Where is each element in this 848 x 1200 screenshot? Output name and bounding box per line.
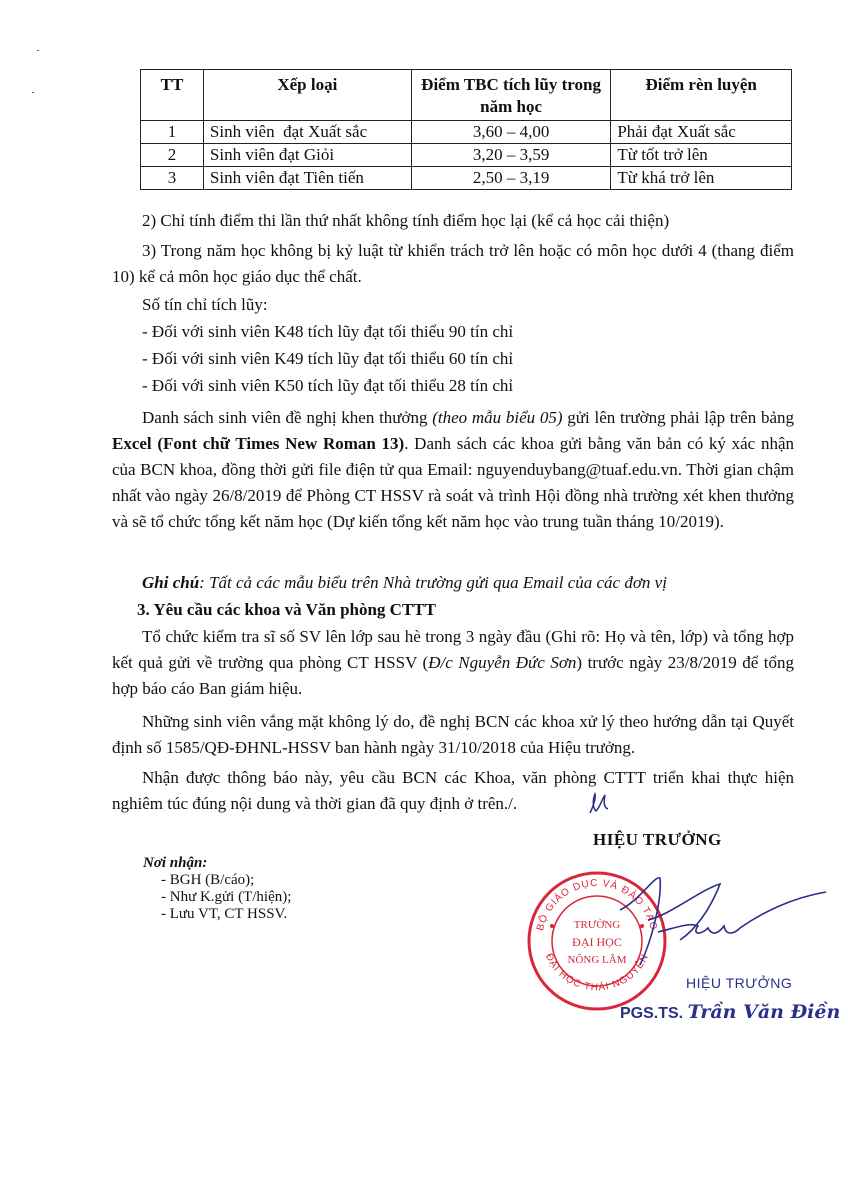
cell-rank: Sinh viên đạt Xuất sắc xyxy=(203,121,411,144)
award-text-e: . Danh sách các khoa gửi bằng văn bản có ký xác nhận của BCN khoa, đồng thời gửi file điện tử qua Email: nguyenduybang@tuaf.edu.vn. Thời gian chậm nhất vào ngày 26/8/2019 để Phòng CT HSSV rà soát và trình Hội đồng nhà trường xét khen thưởng và sẽ tổ chức tổng kết năm học (Dự kiến tổng kết năm học vào trung tuần tháng 10/2019). xyxy=(112,434,794,531)
credit-k49: - Đối với sinh viên K49 tích lũy đạt tối thiểu 60 tín chỉ xyxy=(142,349,514,368)
cell-tt: 1 xyxy=(141,121,204,144)
cell-rank: Sinh viên đạt Tiên tiến xyxy=(203,167,411,190)
paragraph-award-list xyxy=(112,405,794,535)
handwritten-signature xyxy=(600,870,830,980)
table-row xyxy=(141,167,792,190)
s3-contact: Đ/c Nguyễn Đức Sơn xyxy=(428,653,577,672)
cell-gpa: 3,20 – 3,59 xyxy=(411,144,611,167)
table-row xyxy=(141,144,792,167)
award-text-a: Danh sách sinh viên đề nghị khen thưởng xyxy=(142,408,433,427)
stamp-outer-top: BỘ GIÁO DỤC VÀ ĐÀO TẠO xyxy=(535,877,660,932)
cell-gpa: 2,50 – 3,19 xyxy=(411,167,611,190)
note-label: Ghi chú xyxy=(142,573,200,592)
initial-mark-icon xyxy=(586,791,612,817)
signature-title: HIỆU TRƯỞNG xyxy=(593,830,722,849)
col-header-tt: TT xyxy=(141,70,204,121)
award-text-c: gửi lên trường phải lập trên bảng xyxy=(562,408,795,427)
credit-k48: - Đối với sinh viên K48 tích lũy đạt tối thiểu 90 tín chỉ xyxy=(142,322,514,341)
paragraph-closing: Nhận được thông báo này, yêu cầu BCN các Khoa, văn phòng CTTT triển khai thực hiện nghiêm túc đúng nội dung và thời gian đã quy định ở trên./. xyxy=(112,768,794,813)
recipient-item: - Như K.gửi (T/hiện); xyxy=(161,889,292,905)
award-form-ref: (theo mẫu biểu 05) xyxy=(432,408,563,427)
stamp-outer-bottom: ĐẠI HỌC THÁI NGUYÊN xyxy=(542,951,652,994)
paragraph-attendance-check xyxy=(112,624,794,702)
signer-title: PGS.TS. xyxy=(620,1005,688,1022)
col-header-rank: Xếp loại xyxy=(203,70,411,121)
col-header-conduct: Điểm rèn luyện xyxy=(611,70,792,121)
paragraph-discipline-rule: 3) Trong năm học không bị kỷ luật từ khiển trách trở lên hoặc có môn học dưới 4 (thang điểm 10) kể cả môn học giáo dục thể chất. xyxy=(112,241,794,286)
stamp-line-2: ĐẠI HỌC xyxy=(572,935,622,949)
signer-name: Trần Văn Điền xyxy=(687,1001,841,1023)
col-header-gpa: Điểm TBC tích lũy trong năm học xyxy=(411,70,611,121)
recipient-item: - BGH (B/cáo); xyxy=(161,872,255,888)
cell-conduct: Từ khá trở lên xyxy=(611,167,792,190)
credits-title: Số tín chỉ tích lũy: xyxy=(142,295,268,314)
note-line xyxy=(142,570,667,596)
ranking-table xyxy=(140,69,792,190)
stamp-line-1: TRƯỜNG xyxy=(573,919,621,931)
cell-rank: Sinh viên đạt Giỏi xyxy=(203,144,411,167)
stamp-line-3: NÔNG LÂM xyxy=(567,954,627,966)
paragraph-retake-rule: 2) Chỉ tính điểm thi lần thứ nhất không tính điểm học lại (kể cả học cải thiện) xyxy=(142,211,670,230)
cell-conduct: Từ tốt trở lên xyxy=(611,144,792,167)
cell-tt: 3 xyxy=(141,167,204,190)
cell-gpa: 3,60 – 4,00 xyxy=(411,121,611,144)
s3-text-a: Tổ chức kiểm tra sĩ số SV lên lớp sau hè trong 3 ngày đầu (Ghi rõ: Họ và tên, lớp) và tổng hợp kết quả gửi về trường qua phòng CT HSSV ( xyxy=(112,627,794,672)
cell-conduct: Phải đạt Xuất sắc xyxy=(611,121,792,144)
scan-speck xyxy=(37,50,39,51)
cell-tt: 2 xyxy=(141,144,204,167)
recipients-title: Nơi nhận: xyxy=(143,855,208,871)
paragraph-absent-students: Những sinh viên vắng mặt không lý do, đề nghị BCN các khoa xử lý theo hướng dẫn tại Quyết định số 1585/QĐ-ĐHNL-HSSV ban hành ngày 31/10/2018 của Hiệu trưởng. xyxy=(112,712,794,757)
award-excel-note: Excel (Font chữ Times New Roman 13) xyxy=(112,434,405,453)
scan-speck xyxy=(32,92,34,93)
recipient-item: - Lưu VT, CT HSSV. xyxy=(161,906,288,922)
s3-text-c: ) trước ngày 23/8/2019 để tổng hợp báo cáo Ban giám hiệu. xyxy=(112,653,794,698)
signer-role: HIỆU TRƯỞNG xyxy=(686,975,793,991)
signer-name-line xyxy=(620,1001,840,1023)
note-text: : Tất cả các mẫu biểu trên Nhà trường gửi qua Email của các đơn vị xyxy=(199,573,667,592)
recipients-block xyxy=(143,855,291,923)
table-row xyxy=(141,121,792,144)
section-3-heading: 3. Yêu cầu các khoa và Văn phòng CTTT xyxy=(137,600,436,619)
credit-k50: - Đối với sinh viên K50 tích lũy đạt tối thiểu 28 tín chỉ xyxy=(142,376,514,395)
